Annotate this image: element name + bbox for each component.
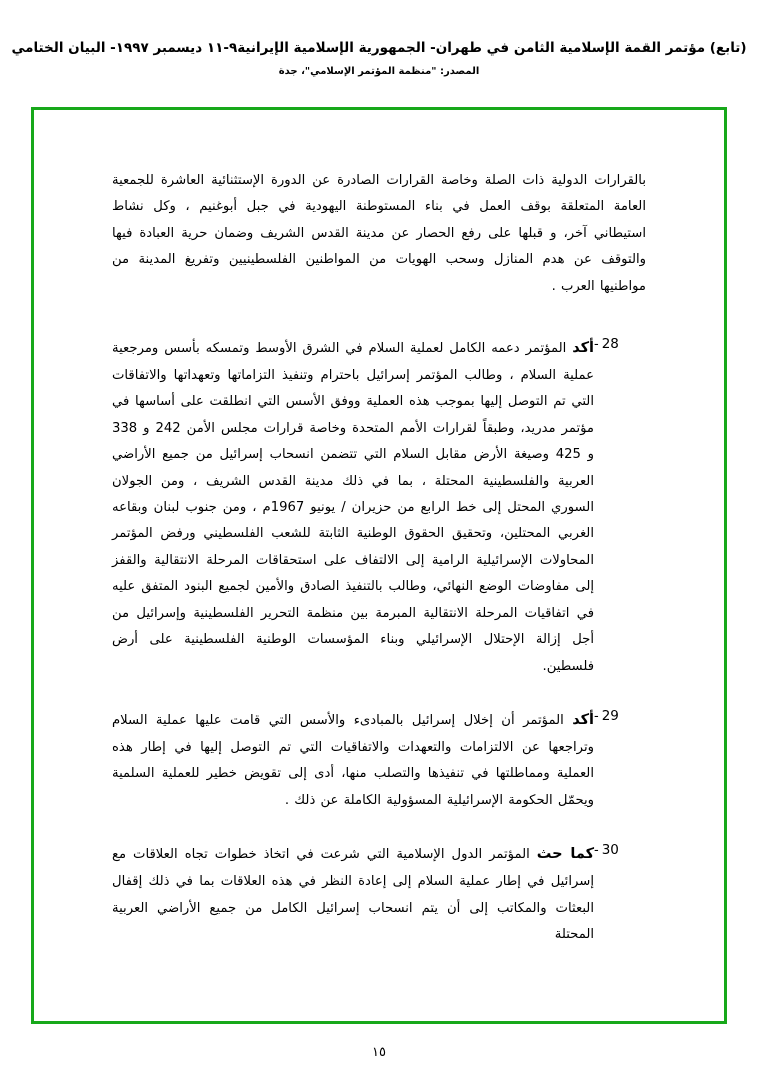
- item-body-text: المؤتمر الدول الإسلامية التي شرعت في اتخاذ خطوات تجاه العلاقات مع إسرائيل في إطار عملية السلام إلى إعادة النظر في هذه العلاقات بما في ذلك إقفال البعثات والمكاتب إلى أن يتم انسحاب إسرائيل الكامل من جميع الأراضي العربية المحتلة: [112, 847, 594, 942]
- paragraph-intro: [112, 168, 646, 300]
- item-number-dash: -: [594, 337, 599, 353]
- document-body: [112, 168, 646, 1001]
- item-number-28: [594, 334, 646, 352]
- list-item: [112, 706, 646, 814]
- item-lead-word: كما حث: [536, 846, 594, 863]
- item-text-29: [112, 706, 594, 814]
- header-source: المصدر: "منظمة المؤتمر الإسلامي"، جدة: [278, 65, 480, 77]
- item-number-dash: -: [594, 708, 599, 724]
- green-border-frame: [31, 107, 727, 1024]
- paragraph-intro-text: بالقرارات الدولية ذات الصلة وخاصة القرارات الصادرة عن الدورة الإستثنائية العاشرة للجمعية العامة المتعلقة بوقف العمل في بناء المستوطنة اليهودية في جبل أبوغنيم ، وكل نشاط استيطاني آخر، و قبلها على رفع الحصار عن مدينة القدس الشريف وضمان حرية العبادة فيها والتوقف عن هدم المنازل وسحب الهويات من المواطنين الفلسطينيين وتفريغ المدينة من مواطنيها العرب .: [112, 173, 646, 294]
- item-lead-word: أكد: [572, 340, 594, 357]
- item-number-30: [594, 840, 646, 858]
- header-title: (تابع) مؤتمر القمة الإسلامية الثامن في طهران- الجمهورية الإسلامية الإيرانية٩-١١ ديسمبر ١٩٩٧- البيان الختامي: [11, 40, 747, 56]
- list-item: [112, 840, 646, 948]
- item-number-value: 30: [601, 842, 619, 859]
- item-number-value: 28: [601, 336, 619, 353]
- item-number-29: [594, 706, 646, 724]
- item-text-30: [112, 840, 594, 948]
- item-body-text: المؤتمر دعمه الكامل لعملية السلام في الشرق الأوسط وتمسكه بأسس ومرجعية عملية السلام ، وطالب المؤتمر إسرائيل باحترام وتنفيذ التزاماتها وتعهداتها والاتفاقات التي تم التوصل إليها بموجب هذه العملية ووفق الأسس التي انطلقت على أساسها في مؤتمر مدريد، وطبقاً لقرارات الأمم المتحدة وخاصة قرارات مجلس الأمن 242 و 338 و 425 وصيغة الأرض مقابل السلام التي تتضمن انسحاب إسرائيل من جميع الأراضي العربية والفلسطينية المحتلة ، بما في ذلك مدينة القدس الشريف ، ومن الجولان السوري المحتل إلى خط الرابع من حزيران / يونيو 1967م ، ومن جنوب لبنان وبقاعه الغربي المحتلين، وتحقيق الحقوق الوطنية الثابتة للشعب الفلسطيني ورفض المؤتمر المحاولات الإسرائيلية الرامية إلى الالتفاف على استحقاقات المرحلة الانتقالية والقفز إلى مفاوضات الوضع النهائي، وطالب بالتنفيذ الصادق والأمين لجميع البنود المتفق عليه في اتفاقيات المرحلة الانتقالية المبرمة بين منظمة التحرير الفلسطينية وإسرائيل من أجل إزالة الإحتلال الإسرائيلي وبناء المؤسسات الوطنية الفلسطينية على أرض فلسطين.: [112, 341, 594, 674]
- page-number: ١٥: [372, 1045, 386, 1060]
- item-lead-word: أكد: [572, 711, 594, 728]
- item-text-28: [112, 334, 594, 680]
- item-body-text: المؤتمر أن إخلال إسرائيل بالمبادىء والأسس التي قامت عليها عملية السلام وتراجعها عن الالتزامات والتعهدات والاتفاقيات التي تم التوصل إليها في إطار هذه العملية ومماطلتها في تنفيذها والتصلب منها، أدى إلى تقويض خطير للعملية السلمية ويحمّل الحكومة الإسرائيلية المسؤولية الكاملة عن ذلك .: [112, 712, 594, 808]
- list-item: [112, 334, 646, 680]
- item-number-dash: -: [594, 843, 599, 859]
- document-header: [0, 0, 758, 78]
- item-number-value: 29: [601, 707, 619, 724]
